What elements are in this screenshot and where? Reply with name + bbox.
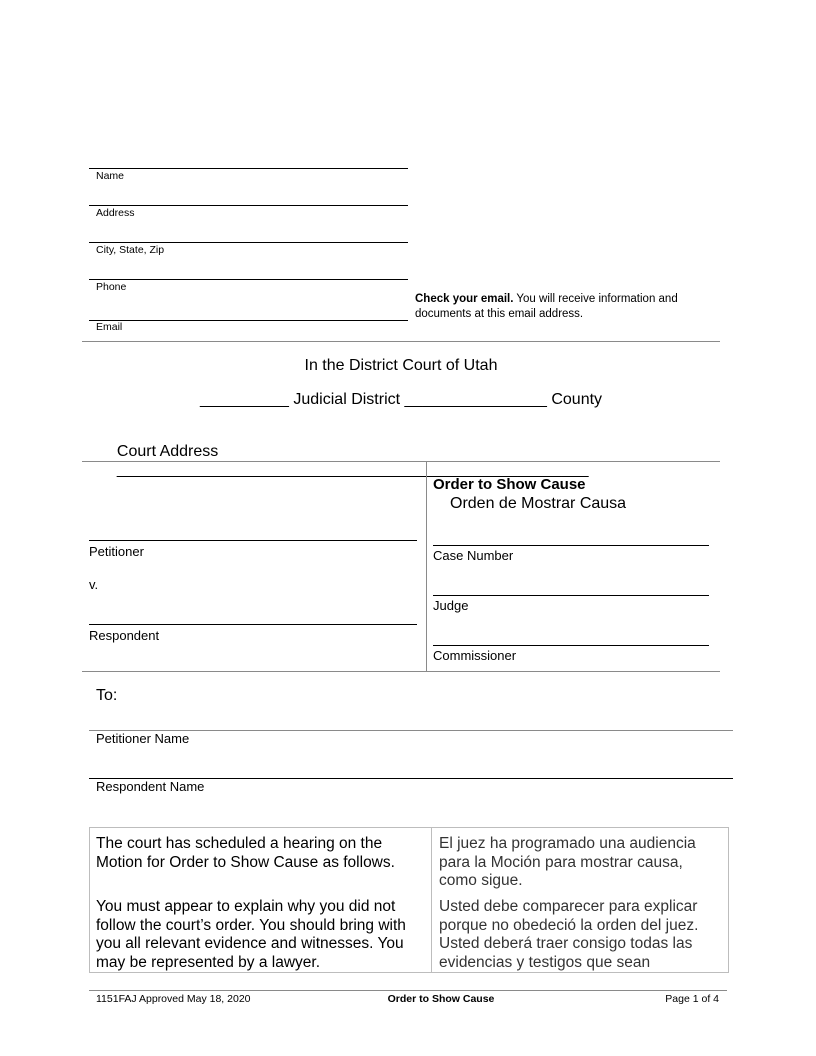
case-number-label: Case Number — [433, 548, 514, 563]
district-county-line[interactable]: __________ Judicial District ________________ County — [199, 391, 603, 408]
commissioner-line[interactable] — [433, 645, 709, 646]
row2-spanish — [439, 898, 723, 972]
email-label: Email — [96, 321, 123, 333]
court-address-label: Court Address — [116, 443, 219, 460]
email-line[interactable] — [89, 320, 408, 321]
row1-english — [96, 835, 426, 872]
petitioner-line[interactable] — [89, 540, 417, 541]
respondent-line[interactable] — [89, 624, 417, 625]
caption-divider — [426, 462, 427, 671]
row2-spanish-text: Usted debe comparecer para explicar porque no obedeció la orden del juez. Usted deberá traer consigo todas las evidencias y testigos que sean — [439, 898, 699, 971]
table-column-divider — [431, 828, 432, 972]
email-note — [415, 292, 715, 322]
caption-top-border — [82, 461, 720, 462]
footer-page-number: Page 1 of 4 — [665, 993, 719, 1005]
name-label: Name — [96, 170, 125, 182]
doc-title-es: Orden de Mostrar Causa — [450, 495, 627, 512]
email-note-rest: You will receive information and — [513, 293, 678, 305]
row1-spanish — [439, 835, 723, 891]
name-line[interactable] — [89, 168, 408, 169]
row1-spanish-text: El juez ha programado una audiencia para la Moción para mostrar causa, como sigue. — [439, 835, 696, 890]
court-address-row — [108, 425, 589, 479]
respondent-label: Respondent — [89, 628, 160, 643]
row2-english — [96, 898, 426, 972]
petitioner-label: Petitioner — [89, 544, 144, 559]
email-note-line2: documents at this email address. — [415, 308, 584, 320]
footer-form-id: 1151FAJ Approved May 18, 2020 — [96, 993, 251, 1005]
versus-label: v. — [89, 577, 99, 592]
address-label: Address — [96, 207, 135, 219]
row2-english-text: You must appear to explain why you did not follow the court’s order. You should bring with you all relevant evidence and witnesses. You may be represented by a lawyer. — [96, 898, 406, 971]
caption-bottom-border — [82, 671, 720, 672]
city-state-zip-label: City, State, Zip — [96, 244, 165, 256]
phone-line[interactable] — [89, 279, 408, 280]
court-address-blank[interactable]: _____________________________________________________ — [116, 461, 589, 478]
city-state-zip-line[interactable] — [89, 242, 408, 243]
case-number-line[interactable] — [433, 545, 709, 546]
court-title: In the District Court of Utah — [304, 357, 498, 374]
to-label: To: — [96, 687, 118, 704]
footer-form-title: Order to Show Cause — [387, 993, 495, 1005]
header-divider — [82, 341, 720, 342]
email-note-bold: Check your email. — [415, 293, 514, 305]
footer-divider — [89, 990, 727, 991]
row1-english-text: The court has scheduled a hearing on the Motion for Order to Show Cause as follows. — [96, 835, 395, 871]
judge-line[interactable] — [433, 595, 709, 596]
respondent-name-label: Respondent Name — [96, 779, 205, 794]
doc-title: Order to Show Cause — [433, 476, 586, 493]
judge-label: Judge — [433, 598, 469, 613]
phone-label: Phone — [96, 281, 127, 293]
petitioner-name-label: Petitioner Name — [96, 731, 190, 746]
address-line[interactable] — [89, 205, 408, 206]
commissioner-label: Commissioner — [433, 648, 517, 663]
